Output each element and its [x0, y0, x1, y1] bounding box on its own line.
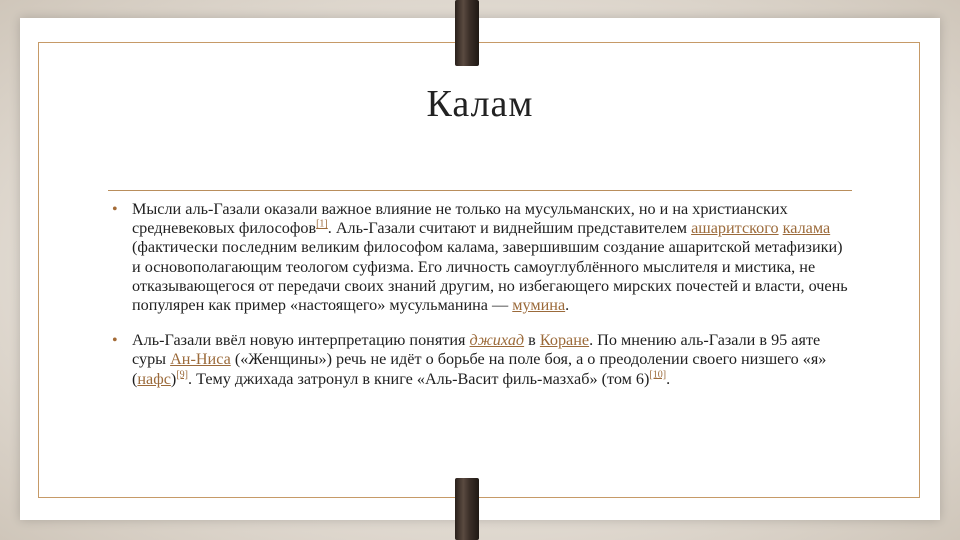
text: Аль-Газали ввёл новую интерпретацию понятия — [132, 331, 470, 350]
text: . — [565, 296, 570, 315]
footnote-link-1[interactable]: [1] — [316, 218, 328, 230]
link-an-nisa[interactable]: Ан-Ниса — [170, 350, 231, 369]
link-jihad-text: джихад — [469, 331, 525, 350]
binder-clip-bottom — [455, 478, 479, 540]
text: Мысли аль-Газали оказали важное влияние не только на мусульманских, но и на христианских средневековых философов — [132, 200, 788, 238]
footnote-link-9[interactable]: [9] — [176, 369, 188, 381]
text: («Женщины») речь не идёт о борьбе на поле боя, а о преодолении своего низшего «я» ( — [132, 350, 827, 388]
link-jihad[interactable] — [470, 331, 525, 349]
slide-body — [110, 200, 855, 405]
footnote-link-10[interactable]: [10] — [649, 369, 667, 381]
link-quran[interactable]: Коране — [539, 331, 590, 350]
link-nafs[interactable]: нафс — [137, 369, 171, 388]
link-ashari[interactable]: ашаритского — [691, 219, 779, 238]
link-kalam[interactable]: калама — [782, 219, 831, 238]
text: . По мнению аль-Газали в 95 аяте суры — [132, 331, 821, 369]
title-divider — [108, 190, 852, 191]
text: . Аль-Газали считают и виднейшим представителем — [327, 219, 692, 238]
text: (фактически последним великим философом калама, завершившим создание ашаритской метафизики) и основополагающим теологом суфизма. Его личность самоуглублённого мыслителя и мистика, не отказывающегося от передачи своих знаний другим, но избегающего мирских почестей и власти, очень популярен как пример «настоящего» мусульманина — — [132, 238, 848, 315]
text: . — [666, 369, 671, 388]
slide-title: Калам — [426, 83, 534, 125]
bullet-paragraph-1 — [110, 200, 855, 315]
text: . Тему джихада затронул в книге «Аль-Васит филь-мазхаб» (том 6) — [187, 369, 650, 388]
text: в — [524, 331, 540, 350]
binder-clip-top — [455, 0, 479, 66]
link-mumin[interactable]: мумина — [512, 296, 566, 315]
text: ) — [170, 369, 177, 388]
bullet-paragraph-2 — [110, 331, 855, 389]
